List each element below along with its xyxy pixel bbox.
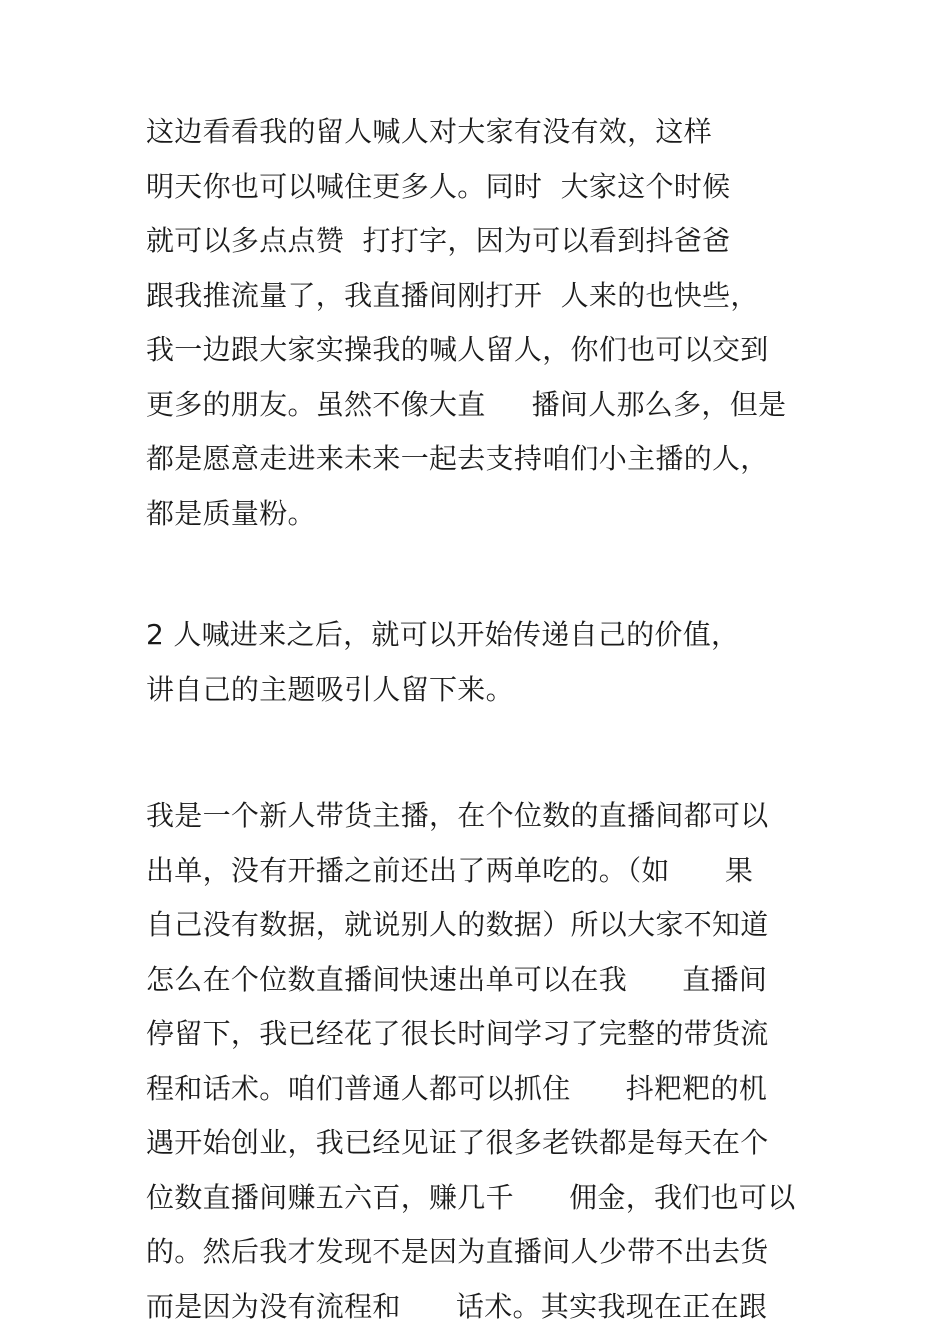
text-line: 停留下，我已经花了很长时间学习了完整的带货流: [146, 1017, 769, 1050]
text-line: 更多的朋友。虽然不像大直 播间人那么多，但是: [146, 387, 787, 421]
text-line: 出单，没有开播之前还出了两单吃的。（如 果: [146, 853, 754, 887]
text-line: 的。然后我才发现不是因为直播间人少带不出去货: [146, 1235, 769, 1268]
text-line: 遇开始创业，我已经见证了很多老铁都是每天在个: [146, 1126, 769, 1159]
text-line: 就可以多点点赞 打打字，因为可以看到抖爸爸: [146, 224, 731, 257]
paragraph-3: [146, 789, 826, 1334]
text-line: 我是一个新人带货主播，在个位数的直播间都可以: [146, 799, 769, 832]
text-line: 跟我推流量了，我直播间刚打开 人来的也快些，: [146, 278, 759, 312]
text-line: 怎么在个位数直播间快速出单可以在我 直播间: [146, 962, 768, 996]
text-line: 都是愿意走进来未来一起去支持咱们小主播的人，: [146, 442, 769, 475]
paragraph-1: [146, 105, 826, 541]
text-line: 讲自己的主题吸引人留下来。: [146, 672, 514, 706]
text-line: 都是质量粉。: [146, 496, 316, 530]
text-line: 程和话术。咱们普通人都可以抓住 抖粑粑的机: [146, 1071, 768, 1105]
text-line: 位数直播间赚五六百，赚几千 佣金，我们也可以: [146, 1180, 796, 1214]
text-line: 这边看看我的留人喊人对大家有没有效，这样: [146, 115, 713, 148]
paragraph-2: [146, 608, 826, 717]
text-line: 明天你也可以喊住更多人。同时 大家这个时候: [146, 169, 731, 203]
text-line: 自己没有数据，就说别人的数据）所以大家不知道: [146, 908, 769, 941]
text-line: 而是因为没有流程和 话术。其实我现在正在跟: [146, 1289, 768, 1323]
text-line: 2 人喊进来之后，就可以开始传递自己的价值，: [146, 618, 740, 651]
text-line: 我一边跟大家实操我的喊人留人，你们也可以交到: [146, 333, 769, 366]
